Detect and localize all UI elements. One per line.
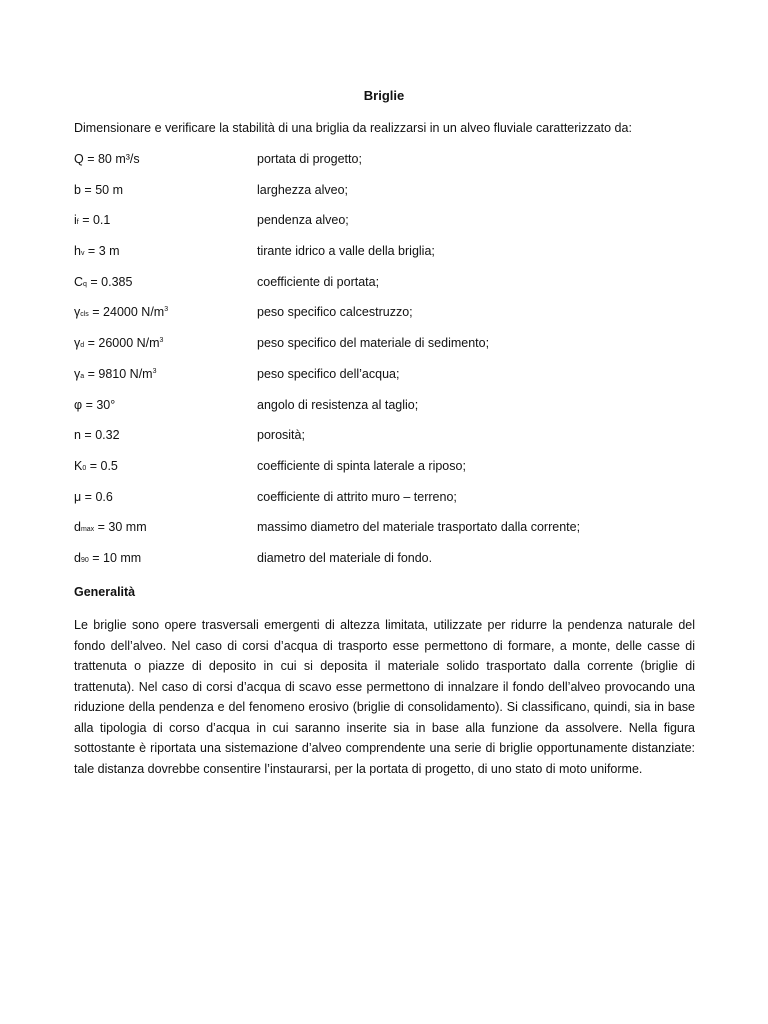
parameter-row [74, 305, 704, 336]
parameter-description: angolo di resistenza al taglio; [257, 397, 419, 412]
parameter-unit-superscript: 3 [164, 306, 169, 314]
parameter-symbol-main: γ [74, 305, 81, 320]
parameter-row [74, 152, 704, 183]
parameter-unit-superscript: 3 [152, 367, 157, 375]
parameter-description: peso specifico dell’acqua; [257, 366, 400, 381]
body-paragraph: Le briglie sono opere trasversali emergenti di altezza limitata, utilizzate per ridurre la pendenza naturale del fondo dell’alveo. Nel caso di corsi d’acqua di trasporto esse permettono di formare, a monte, delle casse di trattenuta o piazze di deposito in cui si deposita il materiale solido trasportato dalla corrente (briglie di trattenuta). Nel caso di corsi d’acqua di scavo esse permettono di innalzare il fondo dell’alveo provocando una riduzione della pendenza e del fenomeno erosivo (briglie di consolidamento). Si classificano, quindi, sia in base alla tipologia di corso d’acqua in cui saranno inserite sia in base alla funzione da assolvere. Nella figura sottostante è riportata una sistemazione d’alveo comprendente una serie di briglie opportunamente distanziate: tale distanza dovrebbe consentire l’instaurarsi, per la portata di progetto, di uno stato di moto uniforme. [74, 618, 695, 776]
parameter-description: tirante idrico a valle della briglia; [257, 244, 435, 259]
parameter-value: = 30 mm [94, 520, 147, 535]
parameter-symbol-subscript: 0 [82, 464, 87, 472]
parameter-value: = 0.385 [86, 274, 133, 289]
parameter-description: pendenza alveo; [257, 213, 349, 228]
parameter-description: diametro del materiale di fondo. [257, 550, 433, 565]
parameter-symbol-main: n [74, 428, 81, 443]
parameter-list [74, 152, 704, 582]
parameter-value: = 0.1 [78, 213, 111, 228]
parameter-description: porosità; [257, 428, 305, 443]
parameter-symbol [74, 520, 147, 534]
parameter-description: larghezza alveo; [257, 182, 349, 197]
parameter-value: = 10 mm [88, 550, 142, 565]
parameter-symbol-main: Q [74, 152, 84, 166]
parameter-row [74, 459, 704, 490]
parameter-symbol-subscript: d [80, 342, 85, 350]
parameter-value: = 0.6 [81, 489, 113, 504]
parameter-symbol-subscript: v [80, 250, 85, 258]
parameter-symbol-subscript: max [80, 526, 95, 534]
parameter-symbol-main: d [74, 520, 81, 535]
parameter-description: portata di progetto; [257, 152, 362, 166]
parameter-symbol-main: μ [74, 489, 82, 504]
parameter-symbol-subscript: 90 [80, 556, 89, 564]
parameter-description: massimo diametro del materiale trasportato dalla corrente; [257, 520, 581, 535]
parameter-value: = 80 m³/s [83, 152, 140, 166]
parameter-value: = 0.32 [80, 428, 120, 443]
parameter-symbol [74, 183, 123, 197]
parameter-symbol [74, 152, 140, 166]
parameter-symbol [74, 275, 132, 289]
parameter-symbol [74, 398, 115, 412]
parameter-value: = 24000 N/m [88, 305, 165, 320]
parameter-value: = 30° [82, 397, 116, 412]
parameter-symbol-main: h [74, 244, 81, 259]
parameter-symbol [74, 428, 120, 442]
parameter-symbol [74, 367, 157, 381]
intro-text: Dimensionare e verificare la stabilità di una briglia da realizzarsi in un alveo fluviale caratterizzato da: [74, 121, 632, 135]
parameter-symbol-main: φ [74, 397, 83, 412]
parameter-row [74, 336, 704, 367]
parameter-row [74, 367, 704, 398]
parameter-description: coefficiente di attrito muro – terreno; [257, 489, 457, 504]
parameter-symbol-subscript: cls [80, 311, 89, 319]
parameter-value: = 3 m [84, 244, 120, 259]
parameter-row [74, 398, 704, 429]
parameter-symbol-main: i [74, 213, 77, 228]
parameter-row [74, 428, 704, 459]
parameter-description: coefficiente di portata; [257, 274, 380, 289]
parameter-value: = 26000 N/m [84, 336, 160, 351]
parameter-row [74, 551, 704, 582]
parameter-value: = 0.5 [86, 458, 118, 473]
parameter-value: = 50 m [80, 182, 123, 197]
parameter-symbol [74, 213, 110, 227]
parameter-description: peso specifico calcestruzzo; [257, 305, 413, 320]
parameter-row [74, 520, 704, 551]
parameter-symbol-main: K [74, 458, 83, 473]
parameter-unit-superscript: 3 [159, 337, 164, 345]
parameter-description: coefficiente di spinta laterale a riposo; [257, 458, 466, 473]
parameter-symbol-main: γ [74, 366, 81, 381]
section-heading: Generalità [74, 585, 136, 599]
parameter-symbol [74, 459, 118, 473]
parameter-symbol-main: d [74, 550, 81, 565]
parameter-description: peso specifico del materiale di sedimento; [257, 336, 490, 351]
parameter-symbol-main: C [74, 274, 84, 289]
parameter-symbol [74, 305, 168, 319]
parameter-symbol-main: b [74, 182, 81, 197]
parameter-symbol [74, 336, 163, 350]
parameter-symbol [74, 244, 120, 258]
parameter-symbol [74, 490, 113, 504]
parameter-value: = 9810 N/m [84, 366, 153, 381]
parameter-row [74, 275, 704, 306]
parameter-symbol-subscript: a [80, 372, 85, 380]
parameter-row [74, 213, 704, 244]
parameter-row [74, 244, 704, 275]
parameter-symbol-subscript: q [83, 280, 87, 288]
parameter-symbol-main: γ [74, 336, 81, 351]
parameter-row [74, 183, 704, 214]
parameter-symbol-subscript: f [76, 219, 79, 227]
parameter-symbol [74, 551, 141, 565]
page-title: Briglie [363, 88, 405, 103]
parameter-row [74, 490, 704, 521]
